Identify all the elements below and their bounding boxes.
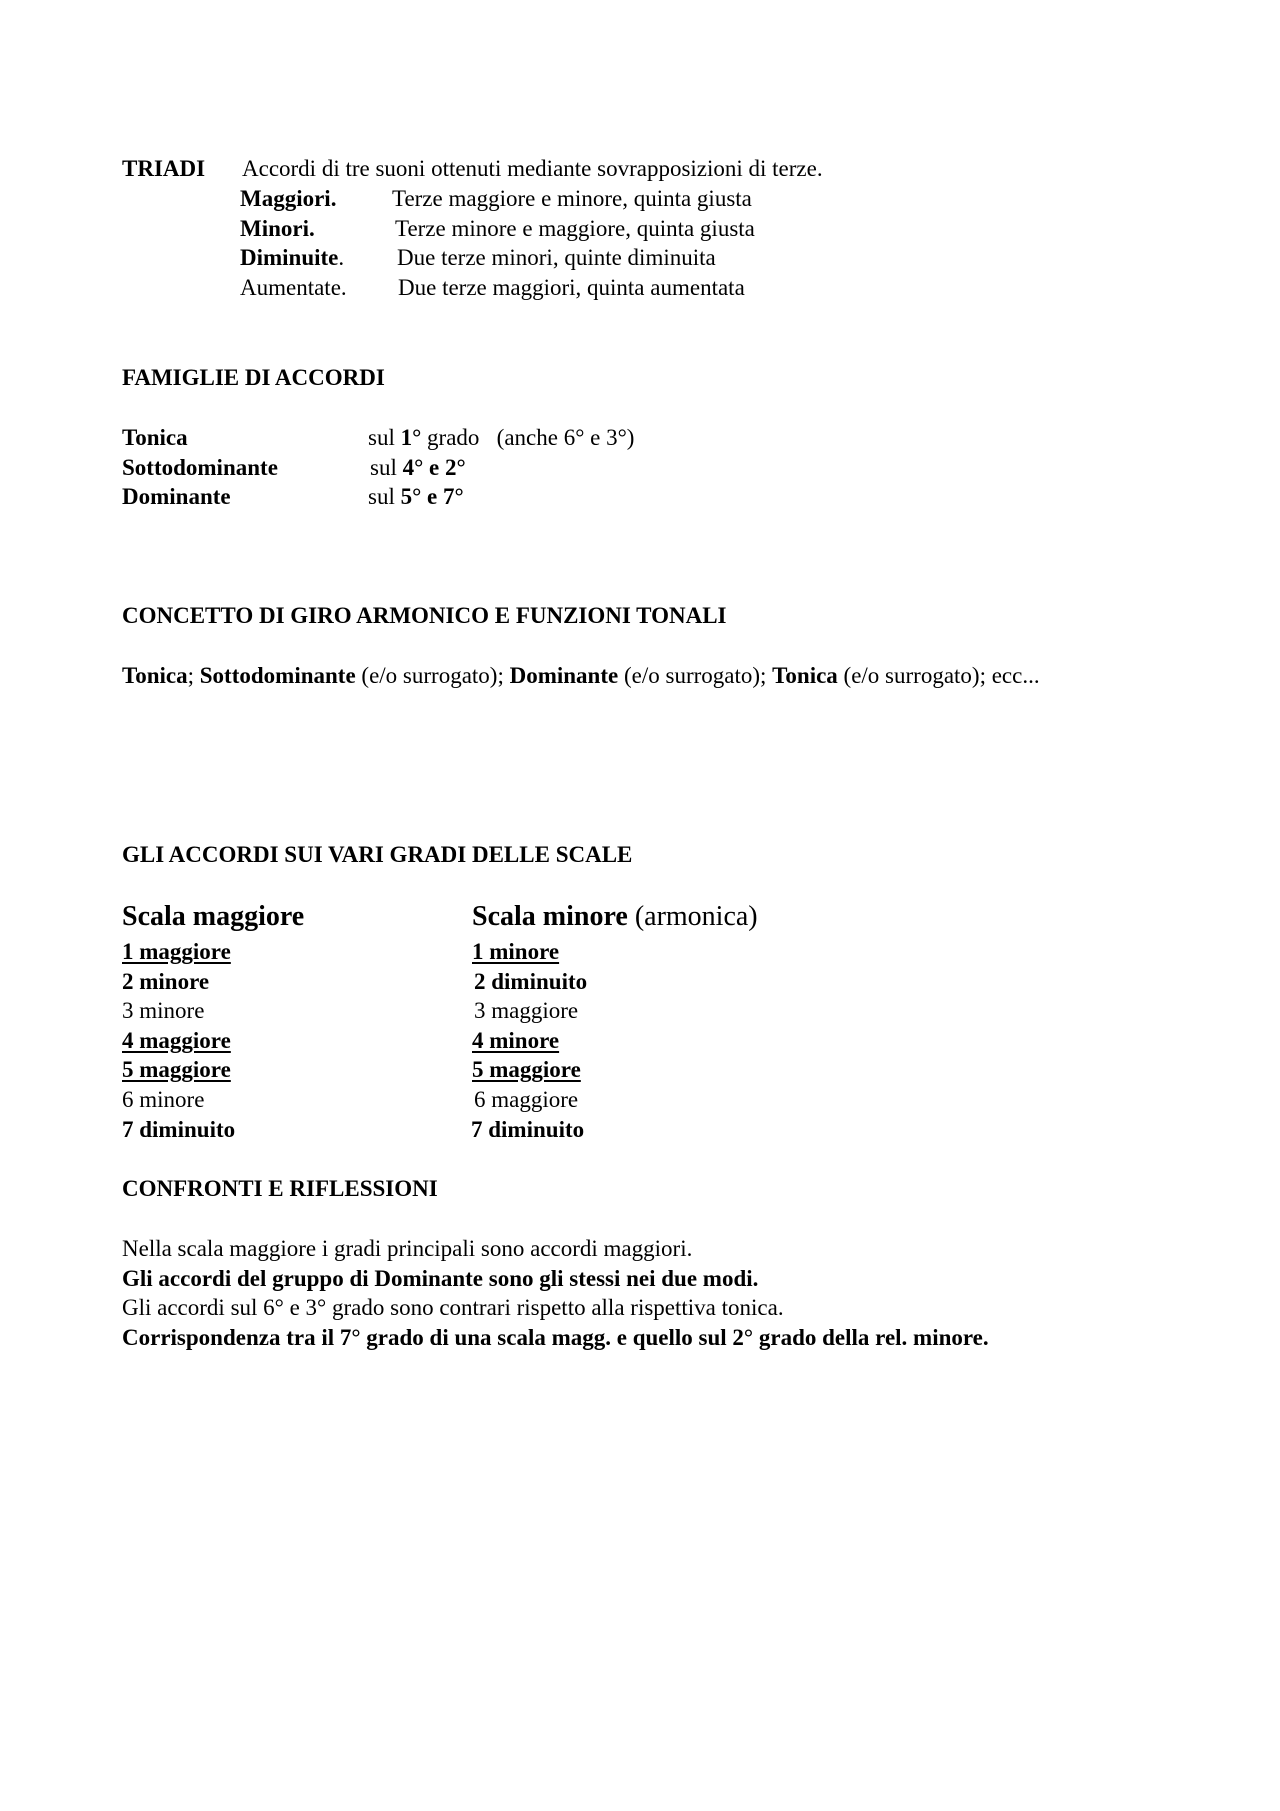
sottodominante-prefix: sul — [370, 455, 397, 480]
minor-scale-header-note: (armonica) — [634, 901, 758, 932]
tonica-note: (anche 6° e 3°) — [496, 425, 635, 450]
confronti-line-2: Gli accordi del gruppo di Dominante sono gli stessi nei due modi. — [122, 1266, 759, 1291]
famiglia-value-dominante — [368, 485, 464, 508]
triadi-text-maggiori: Terze maggiore e minore, quinta giusta — [392, 186, 752, 211]
giro-tonica: Tonica — [122, 663, 188, 688]
triadi-label-minori: Minori. — [240, 216, 315, 241]
diminuite-label: Diminuite — [240, 245, 339, 270]
major-degree-4: 4 maggiore — [122, 1028, 231, 1053]
famiglie-title: FAMIGLIE DI ACCORDI — [122, 365, 385, 390]
minor-degree-7: 7 diminuito — [471, 1117, 585, 1142]
giro-sep-2: (e/o surrogato); — [361, 663, 504, 688]
dominante-degrees: 5° e 7° — [400, 484, 464, 509]
famiglia-name-sottodominante: Sottodominante — [122, 455, 278, 480]
minor-degree-5: 5 maggiore — [472, 1057, 581, 1082]
giro-sep-3: (e/o surrogato); — [623, 663, 767, 688]
minor-degree-2: 2 diminuito — [474, 969, 588, 994]
minor-degree-3: 3 maggiore — [474, 998, 579, 1023]
triadi-title: TRIADI — [122, 156, 206, 181]
dominante-prefix: sul — [368, 484, 395, 509]
giro-sep-4: (e/o surrogato); ecc... — [843, 663, 1040, 688]
confronti-line-4: Corrispondenza tra il 7° grado di una scala magg. e quello sul 2° grado della rel. minore. — [122, 1325, 989, 1350]
tonica-degrees: 1° — [400, 425, 422, 450]
major-scale-header: Scala maggiore — [122, 901, 305, 932]
tonica-suffix: grado — [427, 425, 480, 450]
triadi-label-maggiori: Maggiori. — [240, 186, 337, 211]
giro-tonica-2: Tonica — [772, 663, 838, 688]
famiglia-name-dominante: Dominante — [122, 484, 231, 509]
confronti-line-3: Gli accordi sul 6° e 3° grado sono contrari rispetto alla rispettiva tonica. — [122, 1295, 784, 1320]
confronti-title: CONFRONTI E RIFLESSIONI — [122, 1176, 438, 1201]
famiglia-value-sottodominante — [370, 456, 466, 479]
famiglia-name-tonica: Tonica — [122, 425, 188, 450]
minor-degree-4: 4 minore — [472, 1028, 560, 1053]
diminuite-label-suffix: . — [338, 245, 345, 270]
tonica-prefix: sul — [368, 425, 395, 450]
minor-scale-header-label: Scala minore — [472, 901, 628, 932]
gradi-title: GLI ACCORDI SUI VARI GRADI DELLE SCALE — [122, 842, 633, 867]
famiglia-value-tonica — [368, 426, 634, 449]
giro-title: CONCETTO DI GIRO ARMONICO E FUNZIONI TONALI — [122, 603, 727, 628]
major-degree-1: 1 maggiore — [122, 939, 231, 964]
minor-degree-1: 1 minore — [472, 939, 560, 964]
giro-dominante: Dominante — [509, 663, 619, 688]
giro-sequence — [122, 664, 1040, 687]
minor-scale-header — [472, 903, 758, 931]
giro-sottodominante: Sottodominante — [199, 663, 356, 688]
triadi-label-aumentate: Aumentate. — [240, 275, 347, 300]
giro-sep-1: ; — [187, 663, 195, 688]
sottodominante-degrees: 4° e 2° — [402, 455, 466, 480]
major-degree-7: 7 diminuito — [122, 1117, 236, 1142]
triadi-text-diminuite: Due terze minori, quinte diminuita — [397, 245, 716, 270]
major-degree-6: 6 minore — [122, 1087, 205, 1112]
triadi-text-aumentate: Due terze maggiori, quinta aumentata — [398, 275, 745, 300]
triadi-text-minori: Terze minore e maggiore, quinta giusta — [395, 216, 755, 241]
triadi-label-diminuite — [240, 246, 344, 269]
minor-degree-6: 6 maggiore — [474, 1087, 579, 1112]
major-degree-2: 2 minore — [122, 969, 210, 994]
triadi-description: Accordi di tre suoni ottenuti mediante sovrapposizioni di terze. — [242, 156, 823, 181]
major-degree-5: 5 maggiore — [122, 1057, 231, 1082]
major-degree-3: 3 minore — [122, 998, 205, 1023]
confronti-line-1: Nella scala maggiore i gradi principali sono accordi maggiori. — [122, 1236, 693, 1261]
